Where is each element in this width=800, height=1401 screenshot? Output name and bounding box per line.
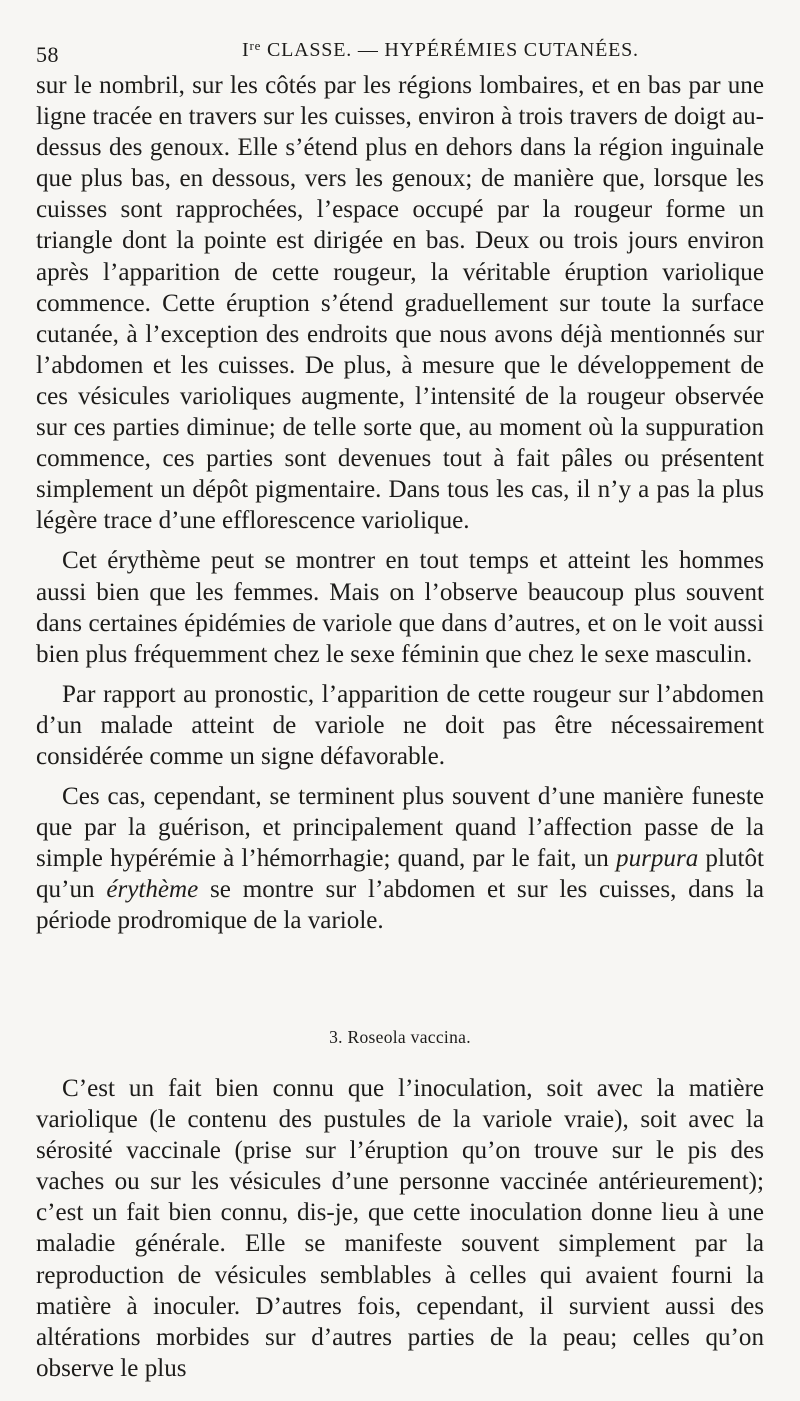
running-title [242, 38, 639, 62]
paragraph-erythema: Cet érythème peut se montrer en tout temps et atteint les hommes aussi bien que les femmes. Mais on l’observe beaucoup plus souvent dans certaines épidémies de variole que dans d’autres, et on le voit aussi bien plus fréquemment chez le sexe féminin que chez le sexe masculin. [36, 547, 764, 668]
outcome-text-a: Ces cas, cependant, se terminent plus souvent d’une manière funeste que par la guérison, et principalement quand l’affection passe de la simple hypérémie à l’hémorrhagie; quand, par le fait, un [36, 783, 764, 873]
main-text [36, 70, 764, 937]
outcome-text-c: se montre sur l’abdomen et sur les cuisses, dans la période prodromique de la variole. [36, 876, 764, 935]
paragraph-prognosis: Par rapport au pronostic, l’apparition de cette rougeur sur l’abdomen d’un malade atteint de variole ne doit pas être nécessairement considérée comme un signe défavorable. [36, 680, 764, 770]
page-number: 58 [36, 42, 59, 67]
running-title-text: CLASSE. — HYPÉRÉMIES CUTANÉES. [261, 39, 639, 61]
section-text [36, 1073, 764, 1384]
outcome-text-b: plutôt qu’un [36, 845, 764, 904]
class-roman: I [242, 39, 250, 61]
paragraph-continued: sur le nombril, sur les côtés par les régions lombaires, et en bas par une ligne tracée en travers sur les cuisses, environ à trois travers de doigt au-dessus des genoux. Elle s’étend plus en dehors dans la région inguinale que plus bas, en dessous, vers les genoux; de manière que, lorsque les cuisses sont rapprochées, l’espace occupé par la rougeur forme un triangle dont la pointe est dirigée en bas. Deux ou trois jours environ après l’apparition de cette rougeur, la véritable éruption variolique commence. Cette éruption s’étend graduellement sur toute la surface cutanée, à l’exception des endroits que nous avons déjà mentionnés sur l’abdomen et les cuisses. De plus, à mesure que le développement de ces vésicules varioliques augmente, l’intensité de la rougeur observée sur ces parties diminue; de telle sorte que, au moment où la suppuration commence, ces parties sont devenues tout à fait pâles ou présentent simplement un dépôt pigmentaire. Dans tous les cas, il n’y a pas la plus légère trace d’une efflorescence variolique. [36, 72, 764, 535]
paragraph-outcome [36, 781, 764, 936]
section-heading: 3. Roseola vaccina. [329, 1027, 471, 1047]
term-erytheme: érythème [106, 876, 199, 904]
class-superscript: re [249, 38, 262, 53]
paragraph-inoculation: C’est un fait bien connu que l’inoculation, soit avec la matière variolique (le contenu des pustules de la variole vraie), soit avec la sérosité vaccinale (prise sur l’éruption qu’on trouve sur le pis des vaches ou sur les vésicules d’une personne vaccinée antérieurement); c’est un fait bien connu, dis-je, que cette inoculation donne lieu à une maladie générale. Elle se manifeste souvent simplement par la reproduction de vésicules semblables à celles qui avaient fourni la matière à inoculer. D’autres fois, cependant, il survient aussi des altérations morbides sur d’autres parties de la peau; celles qu’on observe le plus [36, 1075, 764, 1382]
term-purpura: purpura [616, 845, 699, 873]
